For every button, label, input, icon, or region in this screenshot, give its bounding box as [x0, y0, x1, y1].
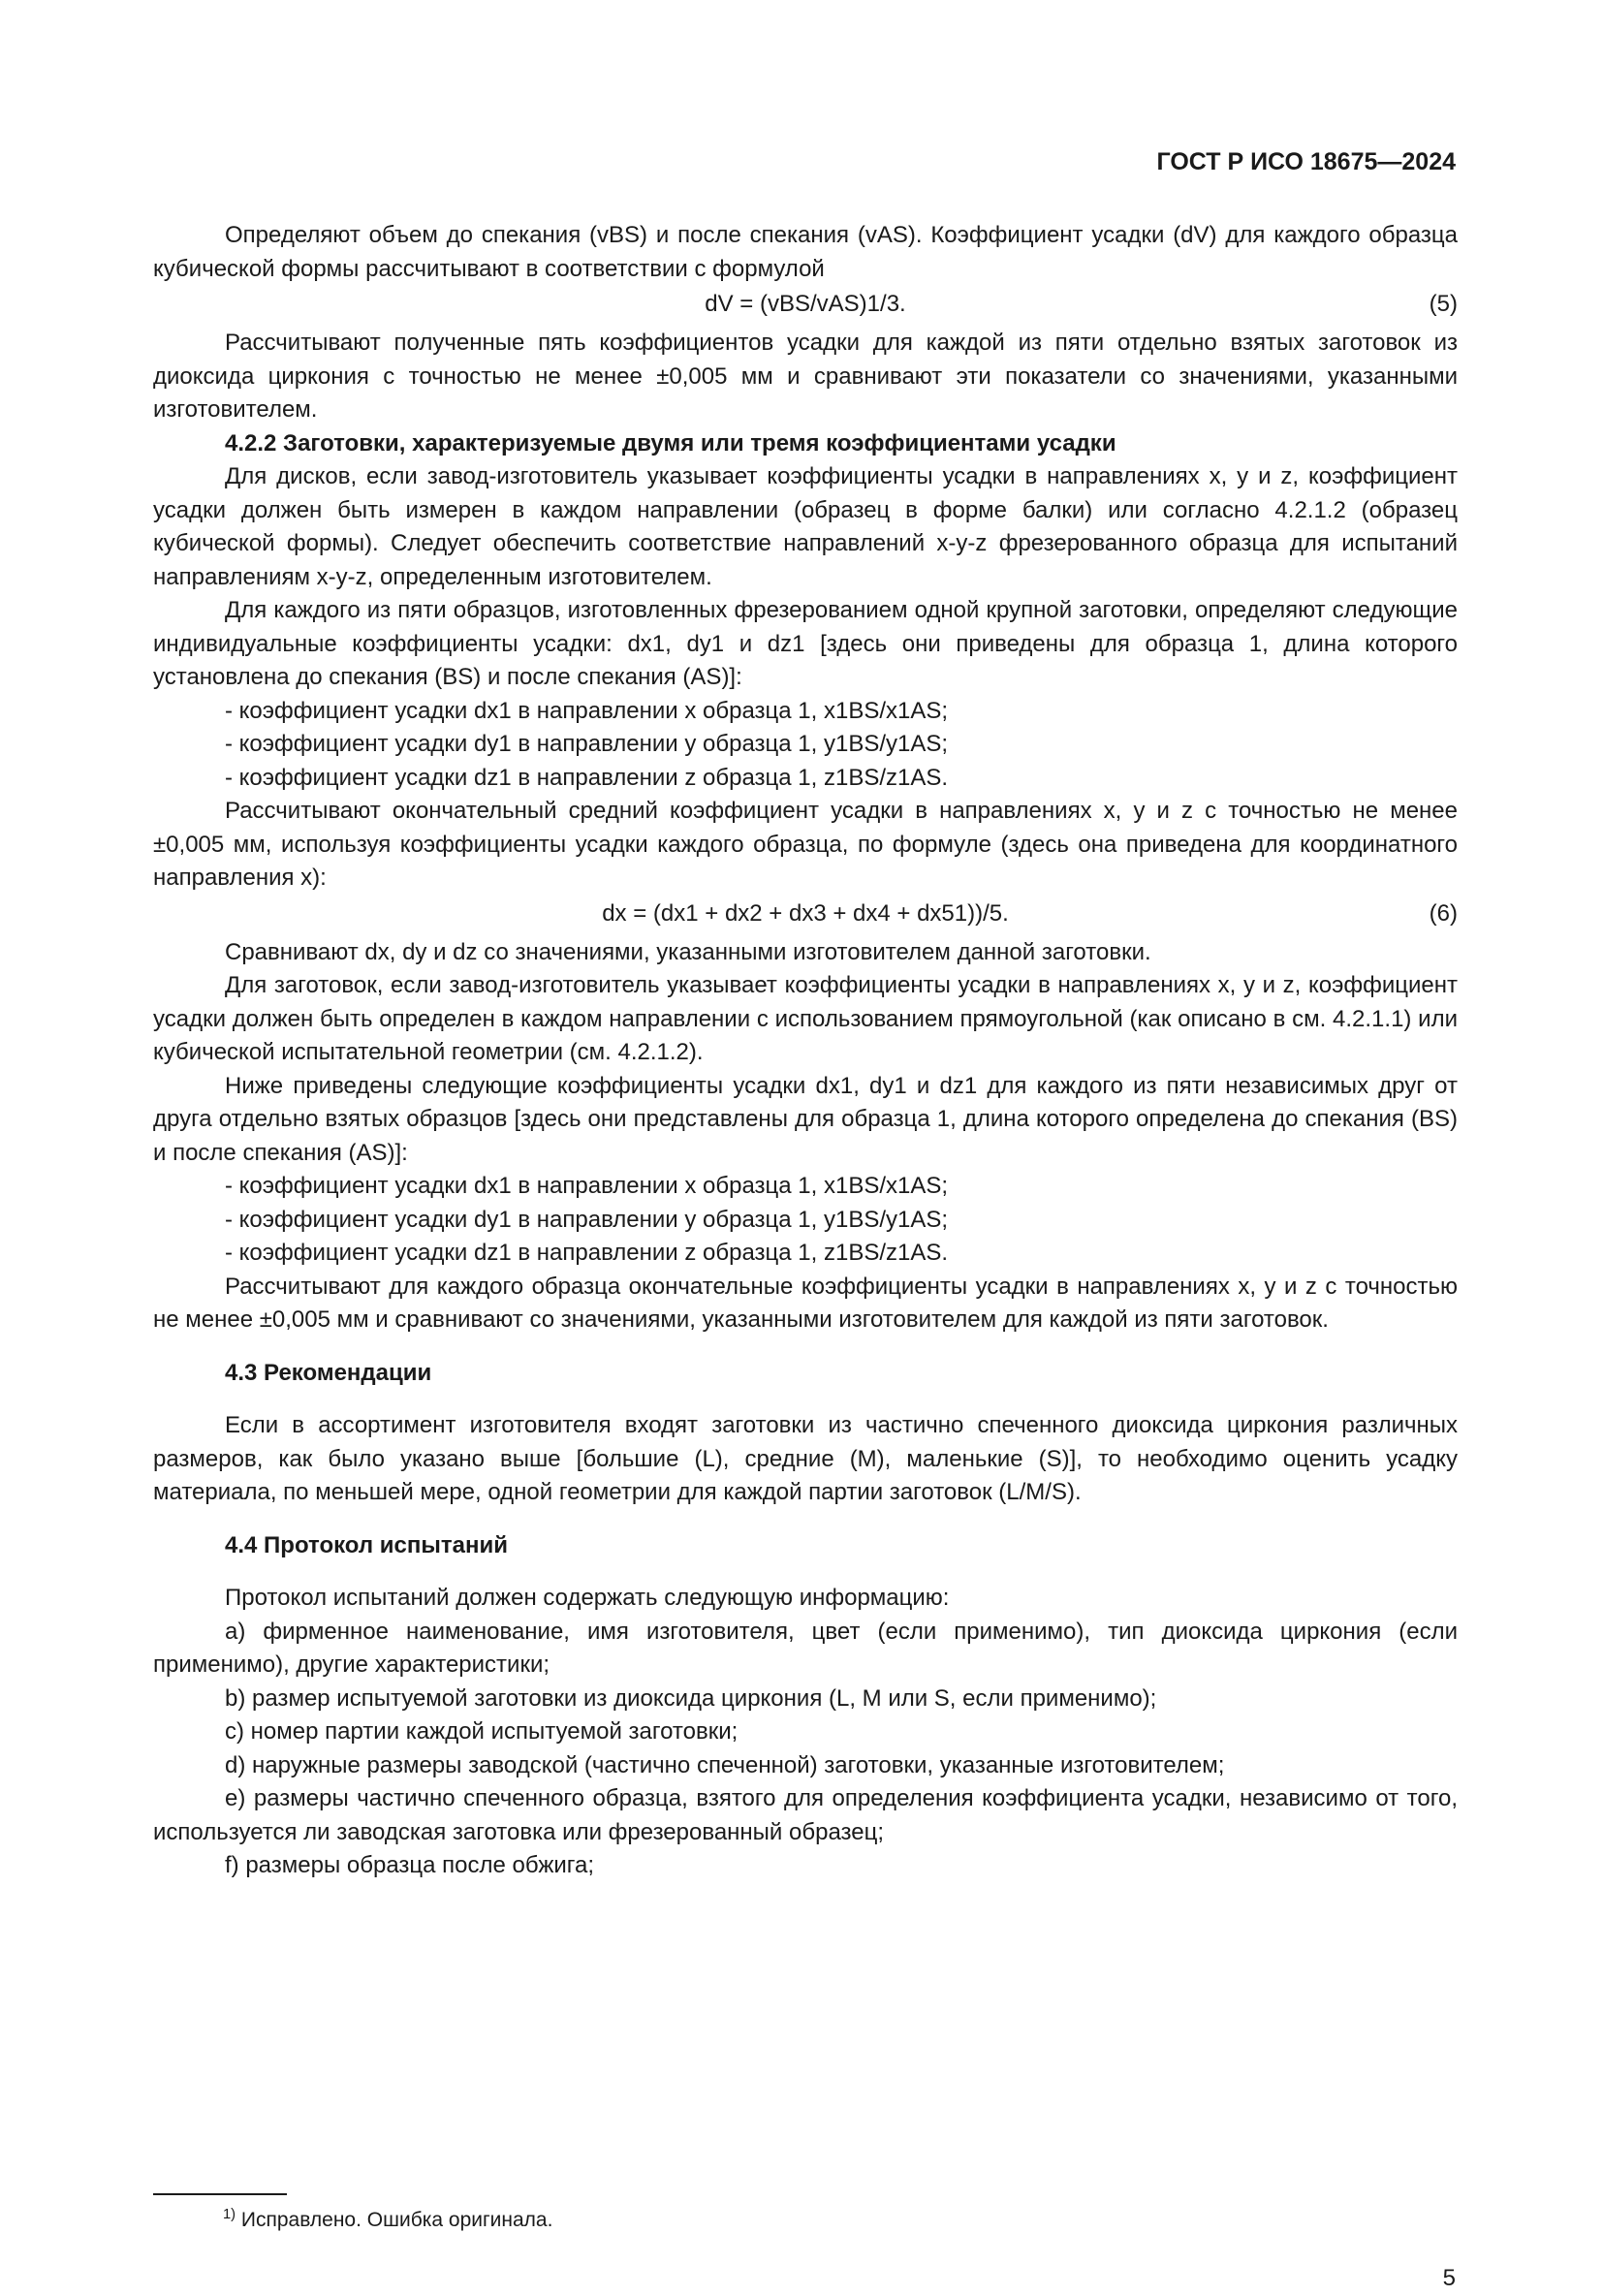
paragraph: Ниже приведены следующие коэффициенты усадки dx1, dy1 и dz1 для каждого из пяти независимых друг от друга отдельно взятых образцов [здесь они представлены для образца 1, длина которого определена до спекания (BS) и после спекания (AS)]: [153, 1072, 1458, 1166]
formula-number: (6) [1429, 899, 1458, 927]
section-heading-4-4: 4.4 Протокол испытаний [225, 1531, 508, 1558]
report-item-e: e) размеры частично спеченного образца, взятого для определения коэффициента усадки, независимо от того, используется ли заводская заготовка или фрезерованный образец; [153, 1785, 1458, 1845]
formula-expression: dx = (dx1 + dx2 + dx3 + dx4 + dx51))/5. [602, 899, 1009, 927]
paragraph: Рассчитывают полученные пять коэффициентов усадки для каждой из пяти отдельно взятых заготовок из диоксида циркония с точностью не менее ±0,005 мм и сравнивают эти показатели со значениями, указанными изготовителем. [153, 330, 1458, 423]
report-item-b: b) размер испытуемой заготовки из диоксида циркония (L, M или S, если применимо); [225, 1684, 1157, 1712]
list-item: - коэффициент усадки dy1 в направлении y образца 1, y1BS/y1AS; [225, 731, 949, 757]
paragraph: Протокол испытаний должен содержать следующую информацию: [225, 1585, 950, 1611]
list-item: - коэффициент усадки dz1 в направлении z образца 1, z1BS/z1AS. [225, 1240, 949, 1266]
paragraph: Определяют объем до спекания (vBS) и после спекания (vAS). Коэффициент усадки (dV) для каждого образца кубической формы рассчитывают в соответствии с формулой [153, 222, 1458, 282]
paragraph: Рассчитывают окончательный средний коэффициент усадки в направлениях x, y и z с точностью не менее ±0,005 мм, используя коэффициенты усадки каждого образца, по формуле (здесь она приведена для координатного направления x): [153, 798, 1458, 891]
list-item: - коэффициент усадки dz1 в направлении z образца 1, z1BS/z1AS. [225, 764, 949, 791]
footnote-divider [153, 2193, 287, 2195]
document-code-header: ГОСТ Р ИСО 18675—2024 [1156, 148, 1456, 175]
paragraph: Если в ассортимент изготовителя входят заготовки из частично спеченного диоксида циркония различных размеров, как было указано выше [большие (L), средние (M), маленькие (S)], то необходимо оценить усадку материала, по меньшей мере, одной геометрии для каждой партии заготовок (L/M/S). [153, 1412, 1458, 1505]
formula-expression: dV = (vBS/vAS)1/3. [705, 291, 906, 317]
page-number: 5 [1442, 2265, 1456, 2291]
report-item-c: c) номер партии каждой испытуемой заготовки; [225, 1718, 739, 1745]
paragraph: Для каждого из пяти образцов, изготовленных фрезерованием одной крупной заготовки, определяют следующие индивидуальные коэффициенты усадки: dx1, dy1 и dz1 [здесь они приведены для образца 1, длина которого установлена до спекания (BS) и после спекания (AS)]: [153, 597, 1458, 690]
footnote [223, 2204, 552, 2238]
list-item: - коэффициент усадки dy1 в направлении y образца 1, y1BS/y1AS; [225, 1206, 949, 1233]
list-item: - коэффициент усадки dx1 в направлении x образца 1, x1BS/x1AS; [225, 1173, 949, 1199]
formula-5 [153, 288, 1458, 323]
main-text [153, 219, 1458, 1883]
paragraph: Рассчитывают для каждого образца окончательные коэффициенты усадки в направлениях x, y и z с точностью не менее ±0,005 мм и сравнивают со значениями, указанными изготовителем для каждой из пяти заготовок. [153, 1273, 1458, 1333]
section-heading-4-3: 4.3 Рекомендации [225, 1359, 432, 1386]
report-item-f: f) размеры образца после обжига; [225, 1852, 595, 1878]
formula-6 [153, 897, 1458, 932]
report-item-a: a) фирменное наименование, имя изготовителя, цвет (если применимо), тип диоксида циркония (если применимо), другие характеристики; [153, 1618, 1458, 1678]
paragraph: Для заготовок, если завод-изготовитель указывает коэффициенты усадки в направлениях x, y и z, коэффициент усадки должен быть определен в каждом направлении с использованием прямоугольной (как описано в см. 4.2.1.1) или кубической испытательной геометрии (см. 4.2.1.2). [153, 972, 1458, 1065]
list-item: - коэффициент усадки dx1 в направлении x образца 1, x1BS/x1AS; [225, 697, 949, 724]
section-heading-4-2-2: 4.2.2 Заготовки, характеризуемые двумя или тремя коэффициентами усадки [225, 429, 1116, 456]
footnote-mark: 1) [223, 2207, 236, 2222]
paragraph: Для дисков, если завод-изготовитель указывает коэффициенты усадки в направлениях x, y и z, коэффициент усадки должен быть измерен в каждом направлении (образец в форме балки) или согласно 4.2.1.2 (образец кубической формы). Следует обеспечить соответствие направлений x-y-z фрезерованного образца для испытаний направлениям x-y-z, определенным изготовителем. [153, 463, 1458, 590]
formula-number: (5) [1429, 291, 1458, 317]
report-item-d: d) наружные размеры заводской (частично спеченной) заготовки, указанные изготовителем; [225, 1751, 1225, 1778]
footnote-text: Исправлено. Ошибка оригинала. [240, 2209, 553, 2231]
paragraph: Сравнивают dx, dy и dz со значениями, указанными изготовителем данной заготовки. [225, 938, 1151, 965]
